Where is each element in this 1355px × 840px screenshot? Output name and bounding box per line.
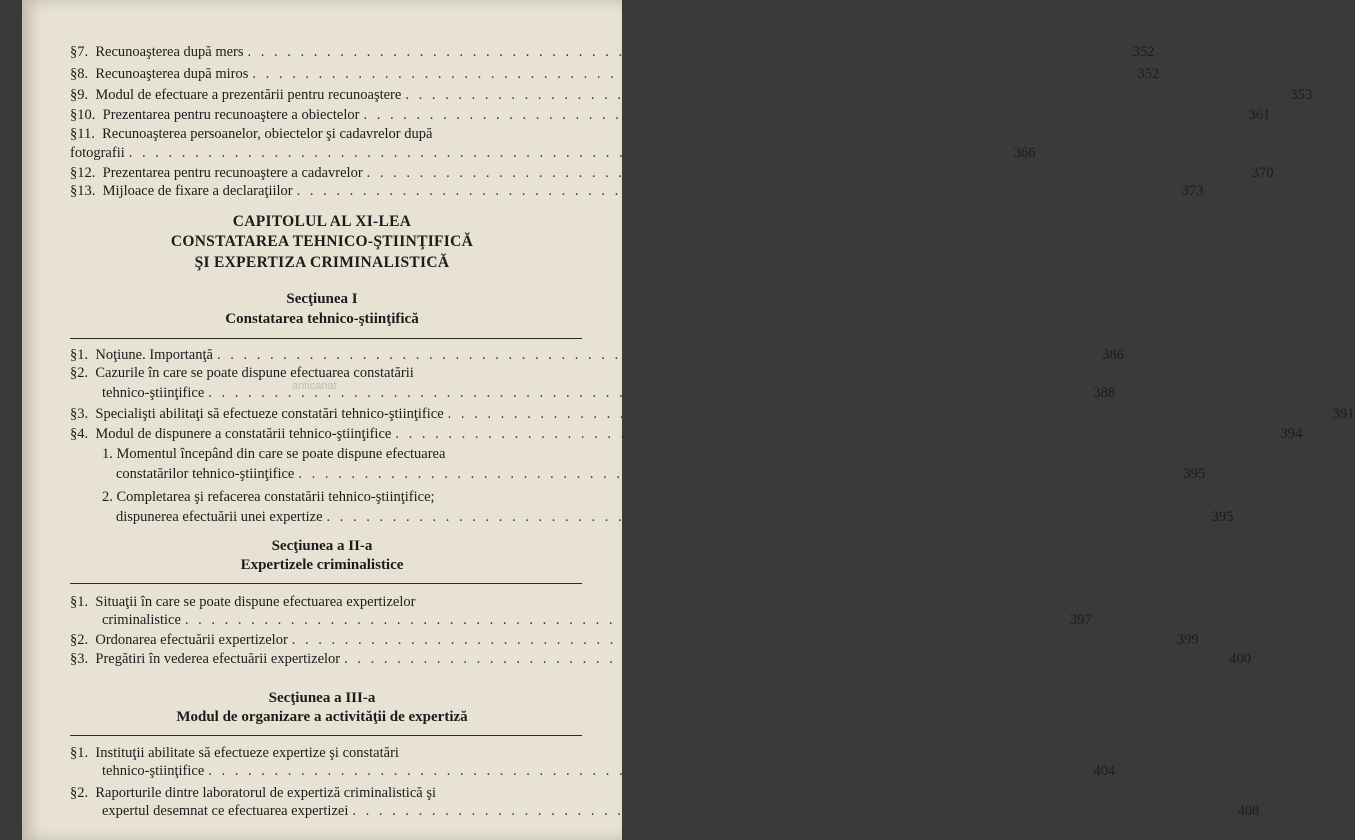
s1-entry-3 <box>70 406 1355 423</box>
toc-entry-10 <box>70 107 1271 124</box>
entry-number: §2. <box>70 365 89 381</box>
page-number: 352 <box>1132 44 1155 60</box>
section-1-title: Constatarea tehnico-ştiinţifică <box>225 311 419 327</box>
page-number: 395 <box>1211 509 1234 525</box>
toc-entry-12 <box>70 165 1274 182</box>
entry-number: §10. <box>70 107 96 123</box>
page-number: 400 <box>1229 651 1252 667</box>
toc-entry-13 <box>70 183 1204 200</box>
entry-number: §12. <box>70 165 96 181</box>
entry-title: Specialişti abilitaţi să efectueze constatări tehnico-ştiinţifice <box>95 406 444 422</box>
entry-number: §8. <box>70 66 89 82</box>
entry-title: Recunoaşterea după miros <box>95 66 249 82</box>
entry-number: §9. <box>70 87 89 103</box>
page-number: 361 <box>1248 107 1271 123</box>
entry-title: Cazurile în care se poate dispune efectuarea constatării <box>95 365 414 381</box>
s3-entry-2 <box>70 785 1260 820</box>
entry-number: §1. <box>70 594 89 610</box>
page-number: 352 <box>1137 66 1160 82</box>
book-page <box>22 0 1355 840</box>
entry-title: Situaţii în care se poate dispune efectuarea expertizelor <box>95 594 416 610</box>
s2-entry-2 <box>70 632 1199 649</box>
page-number: 395 <box>1183 466 1206 482</box>
s2-entry-3 <box>70 651 1252 668</box>
section-2-label: Secţiunea a II-a <box>271 538 373 554</box>
entry-title: Mijloace de fixare a declaraţiilor <box>102 183 293 199</box>
entry-number: §4. <box>70 426 89 442</box>
entry-title: Ordonarea efectuării expertizelor <box>95 632 288 648</box>
entry-title: Recunoaşterea după mers <box>95 44 244 60</box>
entry-title: Instituţii abilitate să efectueze expertize şi constatări <box>95 745 399 761</box>
entry-title: Recunoaşterea persoanelor, obiectelor şi cadavrelor după <box>102 126 433 142</box>
chapter-number: CAPITOLUL AL XI-LEA <box>232 213 412 230</box>
page-number: 399 <box>1176 632 1199 648</box>
section-3-title: Modul de organizare a activităţii de expertiză <box>176 709 468 725</box>
section-1-label: Secţiunea I <box>286 291 358 307</box>
s1-subentry-1 <box>70 446 1206 483</box>
page-number: 373 <box>1181 183 1204 199</box>
page-number: 404 <box>1093 763 1116 779</box>
s1-entry-4 <box>70 426 1303 443</box>
section-divider <box>70 583 582 584</box>
entry-title: Modul de efectuare a prezentării pentru recunoaştere <box>95 87 402 103</box>
chapter-title-line1: CONSTATAREA TEHNICO-ŞTIINŢIFICĂ <box>170 233 474 250</box>
entry-number: §3. <box>70 406 89 422</box>
entry-number: §7. <box>70 44 89 60</box>
chapter-title-line2: ŞI EXPERTIZA CRIMINALISTICĂ <box>194 254 450 271</box>
toc-entry-9 <box>70 87 1313 104</box>
entry-number: §11. <box>70 126 95 142</box>
section-divider <box>70 338 582 339</box>
page-number: 353 <box>1290 87 1313 103</box>
entry-title: Prezentarea pentru recunoaştere a obiectelor <box>102 107 360 123</box>
page-number: 397 <box>1070 612 1092 628</box>
entry-title-cont: expertul desemnat ce efectuarea expertizei <box>102 803 349 819</box>
entry-title-cont: fotografii <box>70 145 125 161</box>
page-number: 370 <box>1251 165 1274 181</box>
entry-number: §2. <box>70 785 89 801</box>
entry-title-cont: tehnico-ştiinţifice <box>102 763 205 779</box>
entry-title: Raporturile dintre laboratorul de expertiză criminalistică şi <box>95 785 436 801</box>
s3-entry-1 <box>70 745 1116 780</box>
entry-number: §2. <box>70 632 89 648</box>
s1-entry-1 <box>70 347 1124 364</box>
page-number: 386 <box>1102 347 1124 363</box>
s2-entry-1 <box>70 594 1092 629</box>
entry-number: §13. <box>70 183 96 199</box>
section-3-label: Secţiunea a III-a <box>268 690 376 706</box>
page-number: 366 <box>1013 145 1036 161</box>
page-number: 394 <box>1280 426 1303 442</box>
toc-entry-7 <box>70 44 1155 61</box>
entry-title: Modul de dispunere a constatării tehnico-ştiinţifice <box>95 426 392 442</box>
s1-subentry-2 <box>70 489 1234 526</box>
entry-title-cont: criminalistice <box>102 612 181 628</box>
watermark-logo: anticariat <box>292 380 337 392</box>
page-number: 391 <box>1332 406 1355 422</box>
entry-title-cont: dispunerea efectuării unei expertize <box>116 509 323 525</box>
entry-number: §1. <box>70 745 89 761</box>
entry-title-cont: constatărilor tehnico-ştiinţifice <box>116 466 295 482</box>
toc-entry-8 <box>70 66 1160 83</box>
page-number: 408 <box>1237 803 1260 819</box>
toc-entry-11 <box>70 126 1036 162</box>
entry-number: §3. <box>70 651 89 667</box>
entry-title-cont: tehnico-ştiinţifice <box>102 385 205 401</box>
page-number: 388 <box>1093 385 1116 401</box>
entry-title: 1. Momentul începând din care se poate dispune efectuarea <box>102 446 446 462</box>
entry-title: Noţiune. Importanţă <box>95 347 213 363</box>
entry-number: §1. <box>70 347 89 363</box>
entry-title: Pregătiri în vederea efectuării expertizelor <box>95 651 341 667</box>
entry-title: 2. Completarea şi refacerea constatării tehnico-ştiinţifice; <box>102 489 435 505</box>
section-divider <box>70 735 582 736</box>
entry-title: Prezentarea pentru recunoaştere a cadavrelor <box>102 165 363 181</box>
section-2-title: Expertizele criminalistice <box>240 557 404 573</box>
